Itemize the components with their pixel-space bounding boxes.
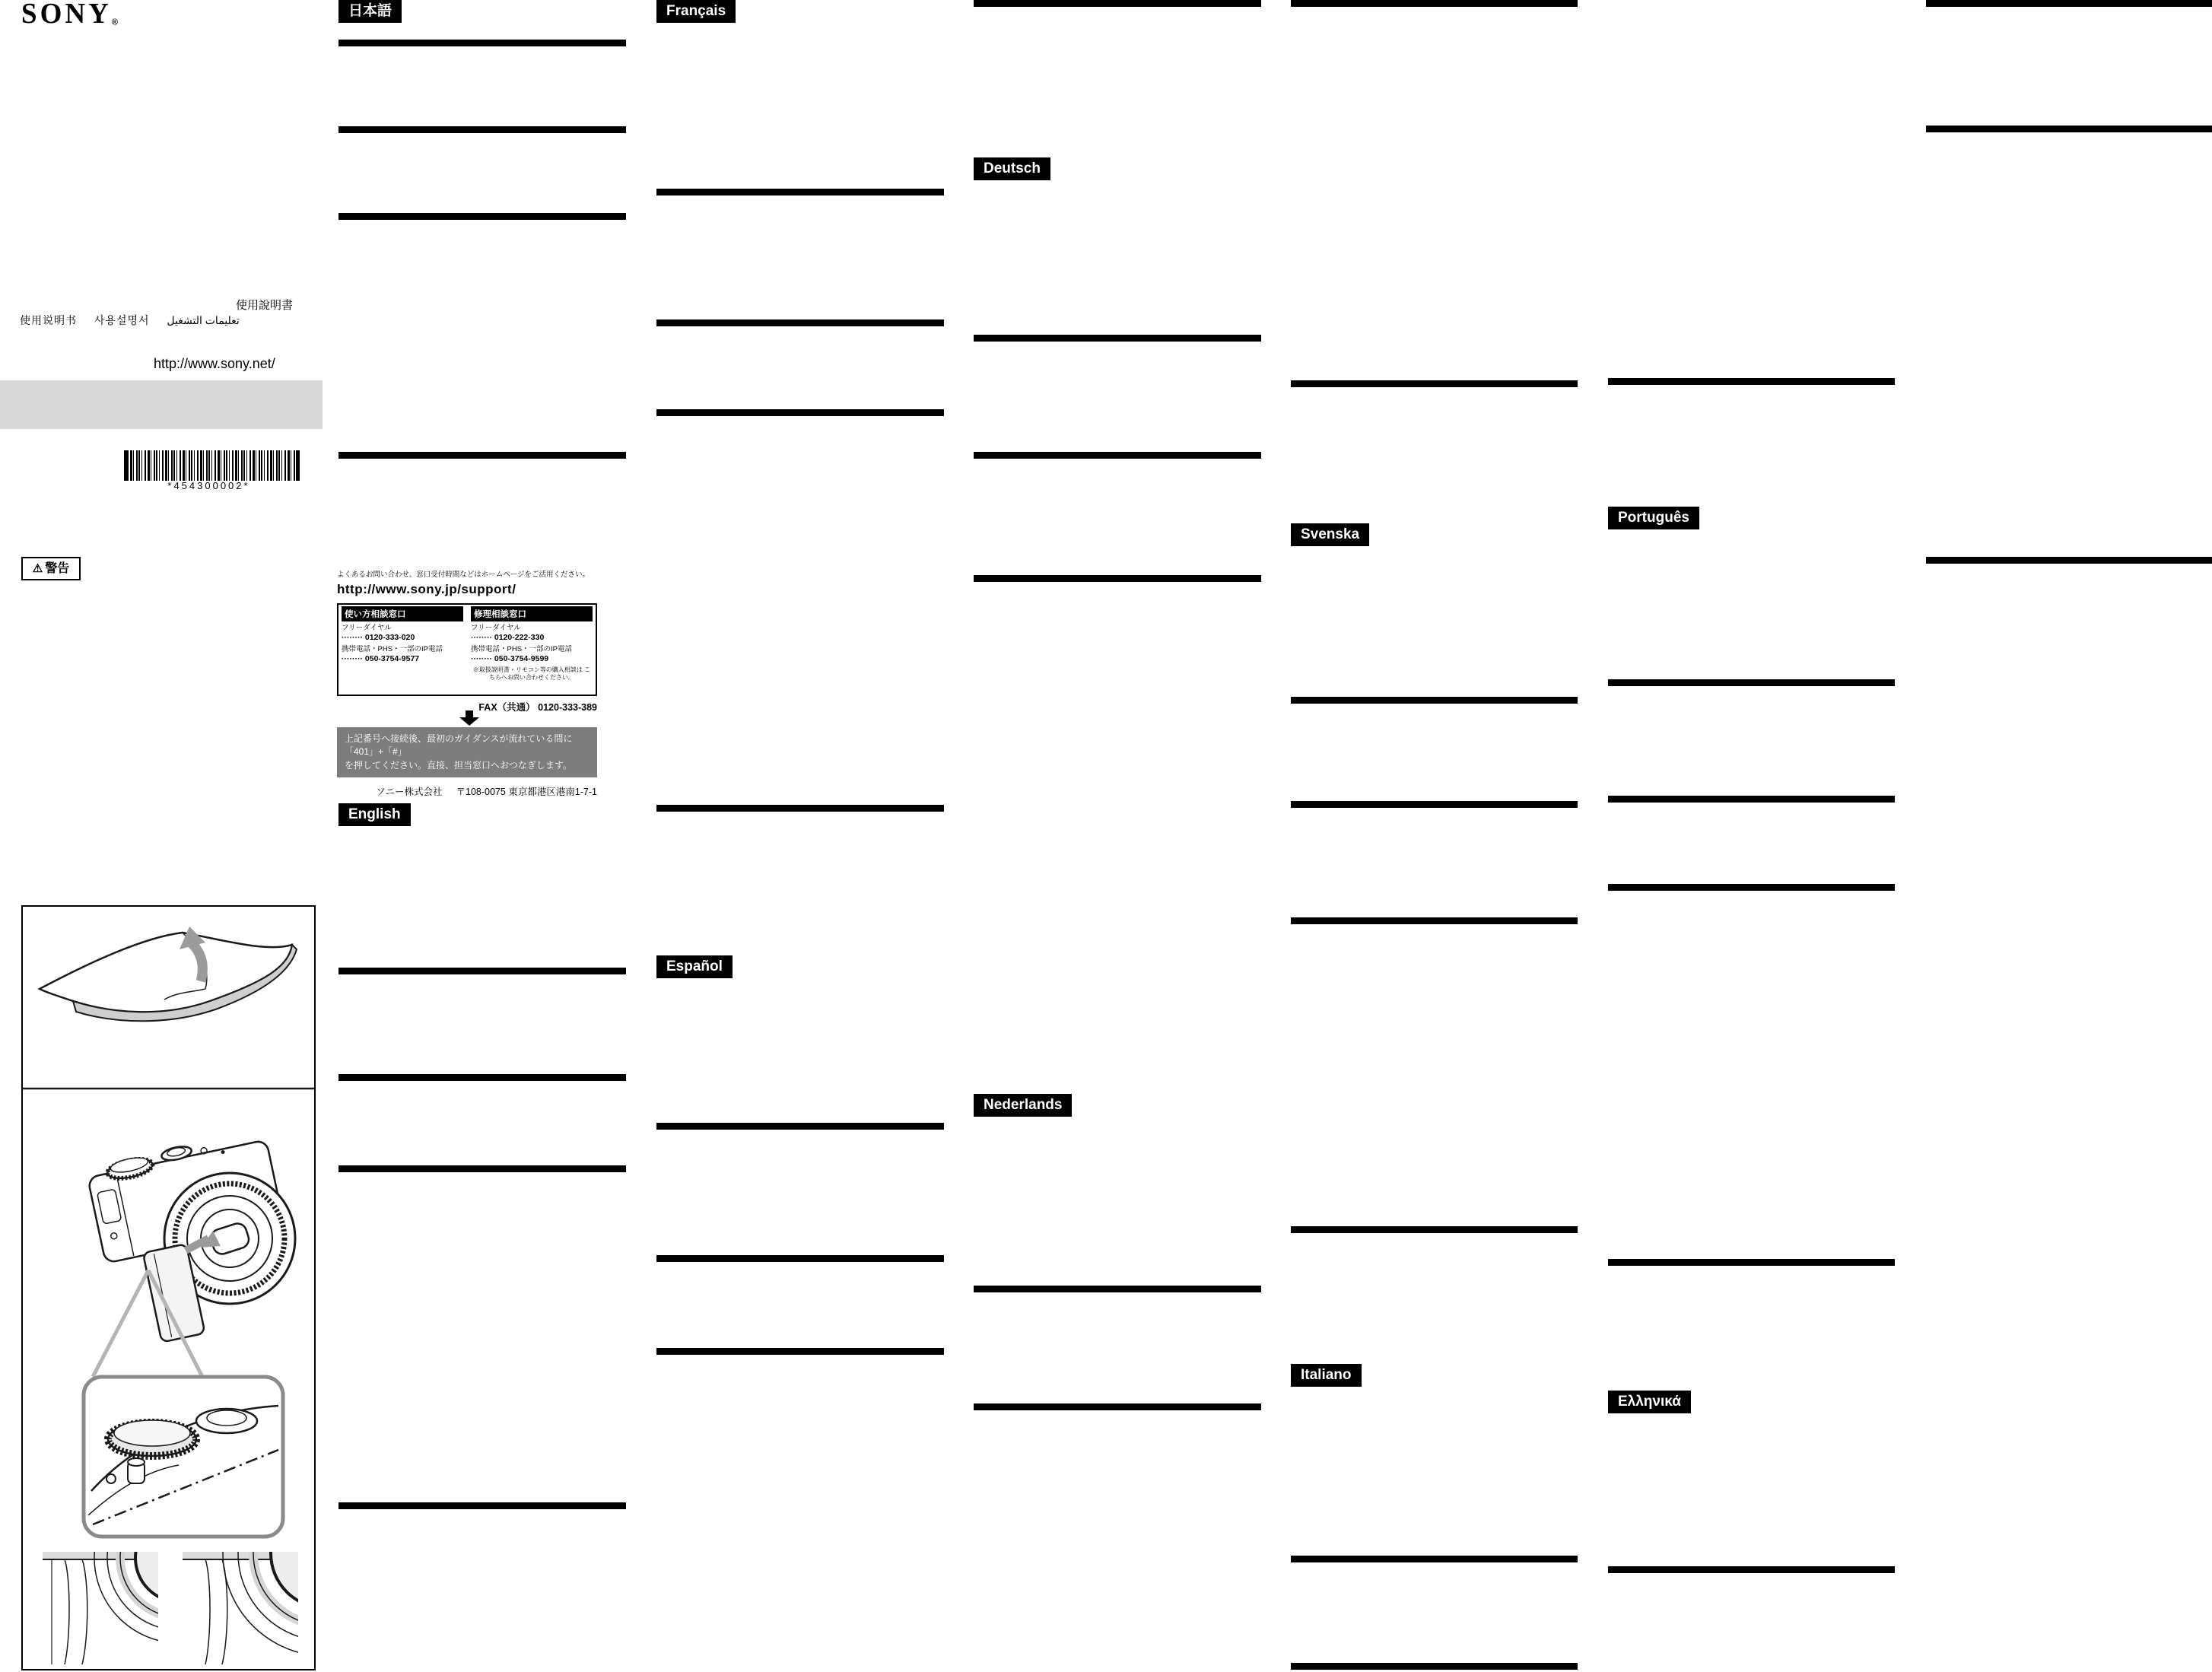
manual-title-arabic: تعليمات التشغيل [167, 314, 240, 326]
warning-box [21, 557, 81, 580]
section-heading-bar [1926, 126, 2212, 132]
support-table-row: 携帯電話・PHS・一部のIP電話 [342, 645, 443, 653]
sony-logo [21, 0, 118, 28]
section-heading-bar [338, 452, 626, 459]
guidance-line: 「401」+「#」 [345, 746, 407, 758]
section-heading-bar [1608, 679, 1895, 686]
language-label-english: English [338, 803, 411, 826]
section-heading-bar [1291, 1663, 1578, 1670]
section-heading-bar [974, 0, 1261, 7]
guidance-line: を押してください。直接、担当窓口へおつなぎします。 [345, 759, 572, 771]
section-heading-bar [338, 40, 626, 46]
sony-global-url: http://www.sony.net/ [154, 356, 275, 371]
section-heading-bar [974, 1286, 1261, 1292]
section-heading-bar [338, 968, 626, 974]
section-heading-bar [1291, 697, 1578, 704]
manual-title-row [20, 313, 253, 328]
company-address-row [337, 784, 597, 798]
manual-title-korean: 사용설명서 [94, 314, 150, 326]
registered-mark: ® [111, 17, 118, 27]
support-contact-table [337, 603, 597, 696]
section-heading-bar [656, 1123, 944, 1130]
manual-title-traditional-chinese: 使用說明書 [235, 299, 293, 312]
section-heading-bar [656, 1255, 944, 1262]
section-heading-bar [974, 335, 1261, 342]
language-label-spanish: Español [656, 955, 733, 978]
warning-triangle-icon: ⚠ [32, 562, 43, 575]
camera-illustration [23, 907, 314, 1669]
camera-body-illustration [85, 1129, 295, 1377]
support-table-row: ········ 050-3754-9599 [471, 653, 549, 663]
support-url: http://www.sony.jp/support/ [337, 582, 516, 596]
section-heading-bar [974, 452, 1261, 459]
support-table-column [468, 605, 596, 695]
section-heading-bar [1291, 380, 1578, 387]
support-guidance-box [337, 727, 597, 777]
section-heading-bar [656, 409, 944, 416]
support-column-header: 使い方相談窓口 [342, 606, 463, 621]
section-heading-bar [656, 319, 944, 326]
section-heading-bar [974, 575, 1261, 582]
support-column-header: 修理相談窓口 [471, 606, 593, 621]
section-heading-bar [1291, 917, 1578, 924]
barcode-number: *454300002* [167, 480, 250, 491]
support-table-row: フリーダイヤル [471, 624, 521, 632]
section-heading-bar [656, 1348, 944, 1355]
company-name: ソニー株式会社 [376, 787, 443, 797]
section-heading-bar [1608, 884, 1895, 891]
callout-detail-illustration [84, 1377, 283, 1537]
language-label-japanese: 日本語 [338, 0, 402, 23]
section-heading-bar [338, 126, 626, 133]
section-heading-bar [656, 189, 944, 195]
section-heading-bar [1291, 801, 1578, 808]
language-label-greek: Ελληνικά [1608, 1391, 1691, 1413]
support-intro: よくあるお問い合わせ、窓口受付時間などはホームページをご活用ください。 [337, 571, 590, 579]
section-heading-bar [1608, 1566, 1895, 1573]
language-label-dutch: Nederlands [974, 1094, 1072, 1117]
warning-label: 警告 [45, 561, 70, 575]
section-heading-bar [1608, 378, 1895, 385]
support-table-row: ········ 050-3754-9577 [342, 653, 420, 663]
section-heading-bar [1608, 1259, 1895, 1266]
language-label-italian: Italiano [1291, 1364, 1362, 1387]
gray-model-band [0, 380, 323, 429]
language-label-swedish: Svenska [1291, 523, 1369, 546]
section-heading-bar [338, 1502, 626, 1509]
section-heading-bar [1608, 796, 1895, 803]
support-table-row: フリーダイヤル [342, 624, 392, 632]
camera-illustration-box [21, 905, 316, 1670]
manual-title-simplified-chinese: 使用说明书 [20, 314, 77, 326]
section-heading-bar [656, 805, 944, 812]
section-heading-bar [1291, 1556, 1578, 1562]
support-fax: FAX（共通） 0120-333-389 [478, 702, 597, 713]
support-table-row: ········ 0120-333-020 [342, 632, 415, 642]
support-table-row: ········ 0120-222-330 [471, 632, 545, 642]
section-heading-bar [1926, 0, 2212, 7]
support-table-row: 携帯電話・PHS・一部のIP電話 [471, 645, 573, 653]
section-heading-bar [338, 1165, 626, 1172]
support-table-column [338, 605, 466, 695]
sony-logo-text: SONY [21, 0, 112, 30]
guidance-line: 上記番号へ接続後、最初のガイダンスが流れている間に [345, 733, 573, 744]
language-label-french: Français [656, 0, 736, 23]
section-heading-bar [1291, 0, 1578, 7]
section-heading-bar [974, 1403, 1261, 1410]
section-heading-bar [1291, 1226, 1578, 1233]
language-label-portuguese: Português [1608, 507, 1699, 529]
language-label-german: Deutsch [974, 157, 1050, 180]
support-table-row: ※取扱説明書・リモコン等の購入相談は こちらへお問い合わせください。 [472, 666, 591, 681]
barcode [124, 450, 300, 481]
section-heading-bar [1926, 557, 2212, 564]
company-address: 〒108-0075 東京都港区港南1-7-1 [456, 787, 597, 797]
section-heading-bar [338, 213, 626, 220]
section-heading-bar [338, 1074, 626, 1081]
sheet-peel-illustration [40, 927, 297, 1021]
